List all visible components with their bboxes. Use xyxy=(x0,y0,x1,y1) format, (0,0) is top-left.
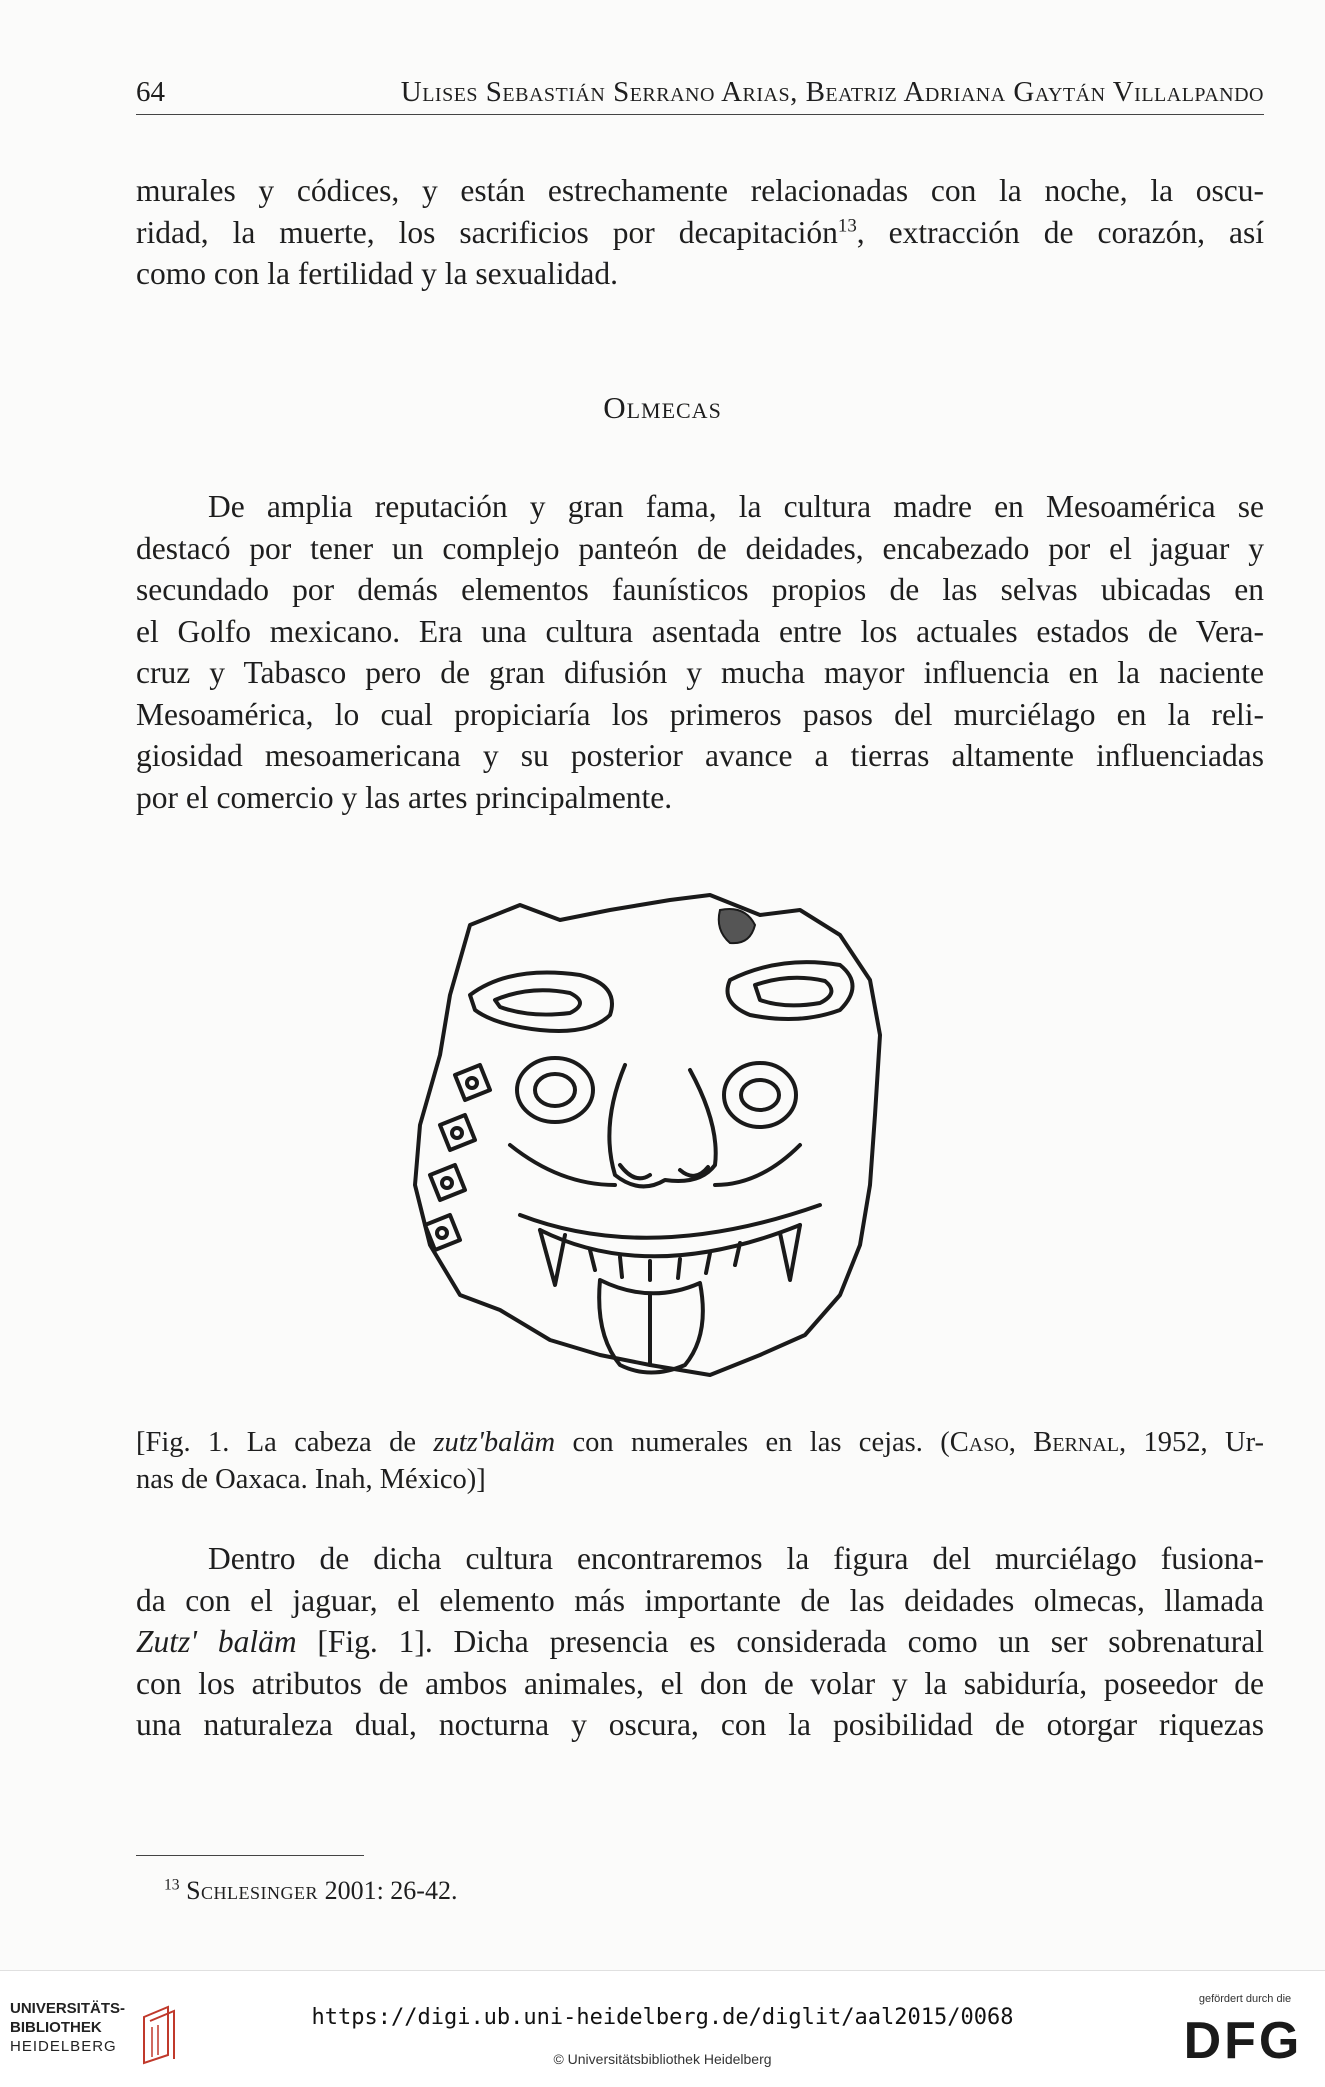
footnote-divider xyxy=(136,1855,364,1856)
running-header xyxy=(136,74,1264,115)
text-line: Dentro de dicha cultura encontraremos la figura del murciélago fusiona- xyxy=(208,1541,1264,1576)
text-line: como con la fertilidad y la sexualidad. xyxy=(136,256,618,291)
copyright-notice: © Universitätsbibliothek Heidelberg xyxy=(553,2051,772,2067)
text-line: con los atributos de ambos animales, el don de volar y la sabiduría, poseedor de xyxy=(136,1665,1264,1701)
paragraph-olmecas xyxy=(136,486,1264,818)
text-line: da con el jaguar, el elemento más importante de las deidades olmecas, llamada xyxy=(136,1582,1264,1618)
ub-heidelberg-logo[interactable]: UNIVERSITÄTS- BIBLIOTHEK HEIDELBERG xyxy=(10,2000,126,2055)
caption-line: nas de Oaxaca. Inah, México)] xyxy=(136,1464,486,1495)
text-line: De amplia reputación y gran fama, la cultura madre en Mesoamérica se xyxy=(208,489,1264,524)
page-number: 64 xyxy=(136,76,165,108)
footnote-ref-text: 2001: 26-42. xyxy=(318,1876,458,1905)
text-line: Zutz' baläm [Fig. 1]. Dicha presencia es considerada como un ser sobrenatural xyxy=(136,1624,1264,1659)
dfg-logo[interactable]: DFG xyxy=(1183,2012,1303,2070)
text-line: giosidad mesoamericana y su posterior avance a tierras altamente influenciadas xyxy=(136,738,1264,773)
footnote-author: Schlesinger xyxy=(186,1876,319,1905)
permalink-url[interactable]: https://digi.ub.uni-heidelberg.de/diglit/aal2015/0068 xyxy=(311,2005,1014,2030)
paragraph-zutz-balam xyxy=(136,1538,1264,1746)
running-header-authors: Ulises Sebastián Serrano Arias, Beatriz Adriana Gaytán Villalpando xyxy=(400,76,1264,108)
text-line: ridad, la muerte, los sacrificios por decapitación$^{13}$, extracción de corazón, así xyxy=(136,214,1264,250)
text-line: secundado por demás elementos faunísticos propios de las selvas ubicadas en xyxy=(136,572,1264,607)
footnote-number: 13 xyxy=(164,1876,180,1894)
figure-zutz-balam-head xyxy=(400,885,900,1405)
footnote-ref[interactable]: 13 xyxy=(837,215,857,236)
text-line: Mesoamérica, lo cual propiciaría los primeros pasos del murciélago en la reli- xyxy=(136,696,1264,732)
text-line: murales y códices, y están estrechamente relacionadas con la noche, la oscu- xyxy=(136,173,1264,208)
text-line: destacó por tener un complejo panteón de deidades, encabezado por el jaguar y xyxy=(136,530,1264,566)
paragraph-intro xyxy=(136,170,1264,295)
footnote xyxy=(164,1876,457,1906)
caption-line: [Fig. 1. La cabeza de zutz'baläm con numerales en las cejas. (Caso, Bernal, 1952, Ur- xyxy=(136,1427,1264,1458)
digitization-footer xyxy=(0,1970,1325,2087)
text-line: una naturaleza dual, nocturna y oscura, con la posibilidad de otorgar riquezas xyxy=(136,1707,1264,1742)
text-line: por el comercio y las artes principalmente. xyxy=(136,779,673,815)
section-title: Olmecas xyxy=(603,390,722,425)
funding-note: gefördert durch die xyxy=(1198,1993,1292,2005)
figure-caption xyxy=(136,1424,1264,1498)
text-line: el Golfo mexicano. Era una cultura asentada entre los actuales estados de Vera- xyxy=(136,613,1264,649)
text-line: cruz y Tabasco pero de gran difusión y mucha mayor influencia en la naciente xyxy=(136,655,1264,690)
